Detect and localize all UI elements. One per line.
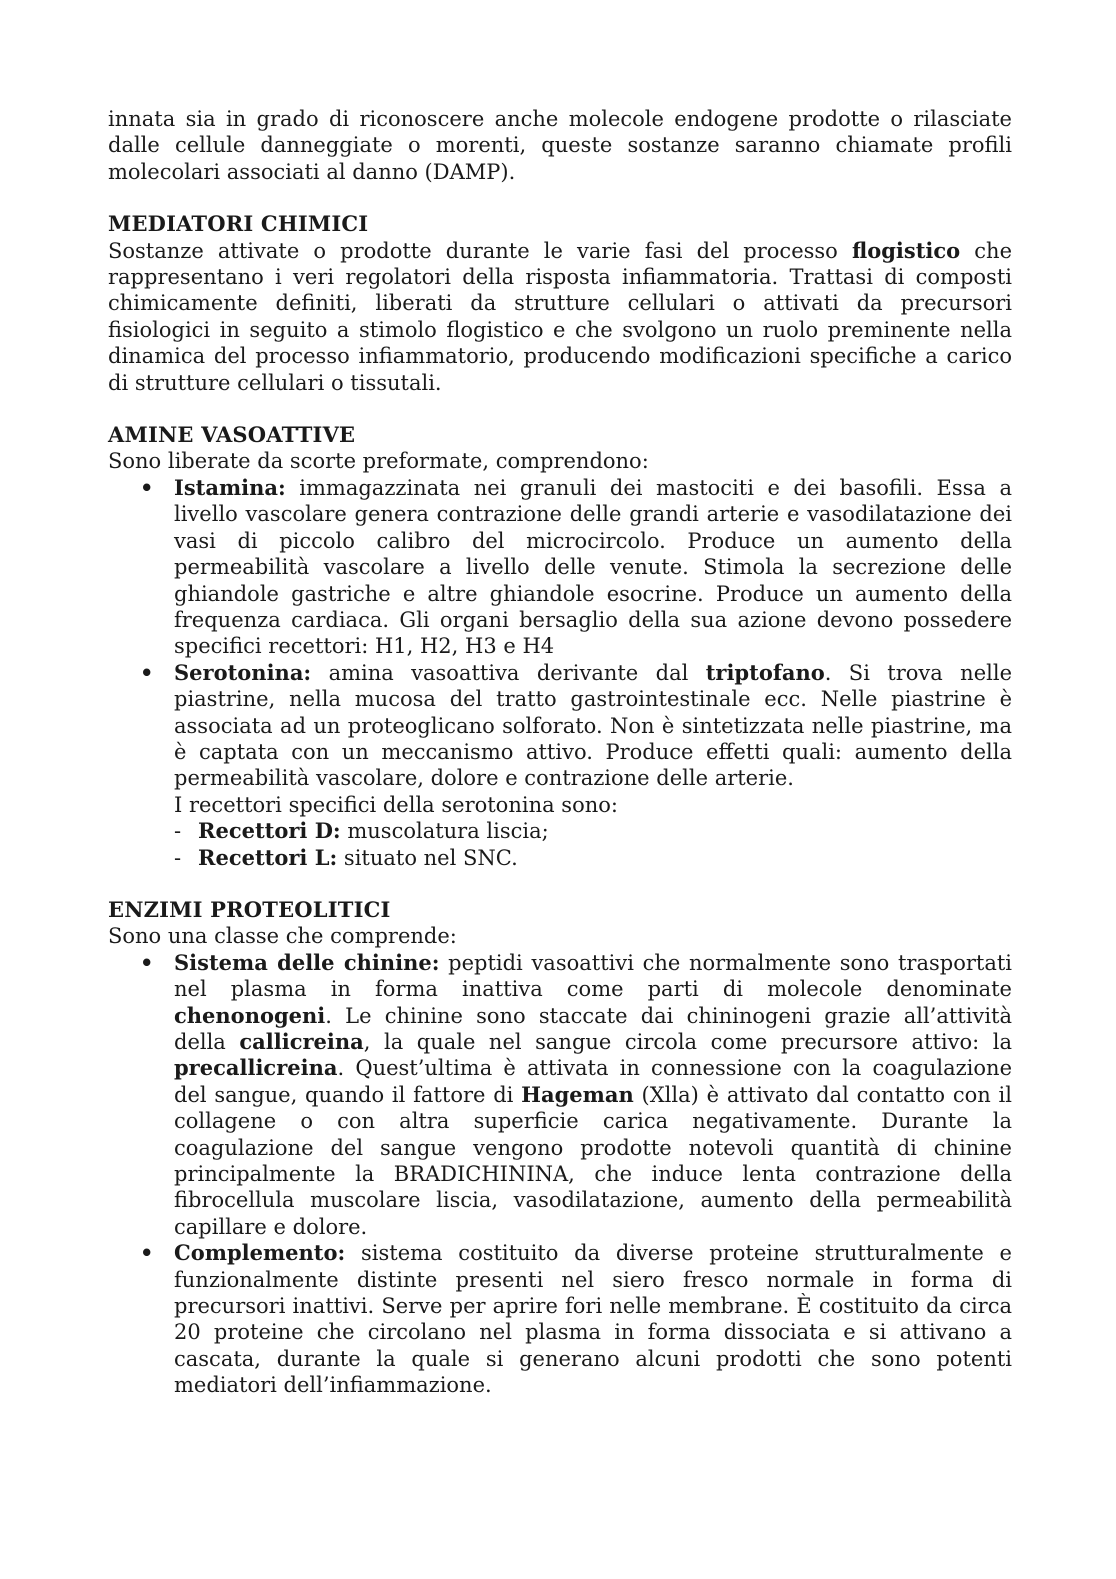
text-run: amina vasoattiva derivante dal xyxy=(311,660,706,685)
bold-term: precallicreina xyxy=(174,1055,338,1081)
text-run: , la quale nel sangue circola come precursore attivo: la xyxy=(363,1030,1013,1054)
section-amine-vasoattive xyxy=(108,422,1012,871)
bullet-list xyxy=(108,950,1012,1399)
dash-list xyxy=(174,818,1012,871)
bullet-list xyxy=(108,475,1012,871)
text-run: situato nel SNC. xyxy=(337,845,518,870)
text-run: Sostanze attivate o prodotte durante le varie fasi del processo xyxy=(108,238,852,263)
section-heading: ENZIMI PROTEOLITICI xyxy=(108,896,391,922)
bold-term: Istamina: xyxy=(174,474,286,500)
section-enzimi-proteolitici xyxy=(108,897,1012,1399)
text-run: . Le chinine sono staccate dai chininogeni grazie all’attività della xyxy=(174,1003,1012,1054)
text-run: immagazzinata nei granuli dei mastociti e dei basofili. Essa a livello vascolare genera contrazione delle grandi arterie e vasodilatazione dei vasi di piccolo calibro del microcircolo. Produce un aumento della permeabilità vascolare a livello delle venute. Stimola la secrezione delle ghiandole gastriche e altre ghiandole esocrine. Produce un aumento della frequenza cardiaca. Gli organi bersaglio della sua azione devono possedere specifici recettori: H1, H2, H3 e H4 xyxy=(174,475,1012,659)
list-item-serotonina xyxy=(174,660,1012,871)
list-item-chinine xyxy=(174,950,1012,1240)
section-heading: AMINE VASOATTIVE xyxy=(108,422,356,448)
text-run: . Si trova nelle piastrine, nella mucosa del tratto gastrointestinale ecc. Nelle piastrine è associata ad un proteoglicano solforato. Non è sintetizzata nelle piastrine, ma è captata con un meccanismo attivo. Produce effetti quali: aumento della permeabilità vascolare, dolore e contrazione delle arterie. xyxy=(174,660,1012,791)
bold-term: Serotonina: xyxy=(174,659,312,685)
section-intro: Sono una classe che comprende: xyxy=(108,924,457,949)
text-run: sistema costituito da diverse proteine strutturalmente e funzionalmente distinte presenti nel siero fresco normale in forma di precursori inattivi. Serve per aprire fori nelle membrane. È costituito da circa 20 proteine che circolano nel plasma in forma dissociata e si attivano a cascata, durante la quale si generano alcuni prodotti che sono potenti mediatori dell’infiammazione. xyxy=(174,1241,1012,1398)
bold-term: Complemento: xyxy=(174,1240,346,1266)
text-run: peptidi vasoattivi che normalmente sono trasportati nel plasma in forma inattiva come parti di molecole denominate xyxy=(174,950,1012,1002)
bold-term: Sistema delle chinine: xyxy=(174,949,440,975)
mediatori-paragraph xyxy=(108,238,1012,396)
section-heading: MEDIATORI CHIMICI xyxy=(108,211,369,237)
section-intro: Sono liberate da scorte preformate, comprendono: xyxy=(108,449,649,474)
bold-term: flogistico xyxy=(851,237,961,263)
bold-term: Recettori D: xyxy=(198,818,341,844)
text-run: muscolatura liscia; xyxy=(340,819,549,844)
document-page xyxy=(108,106,1012,1399)
text-run: . Quest’ultima è attivata in connessione con la coagulazione del sangue, quando il fattore di xyxy=(174,1056,1012,1107)
bold-term: chenonogeni xyxy=(174,1002,326,1028)
text-run: che rappresentano i veri regolatori della risposta infiammatoria. Trattasi di composti chimicamente definiti, liberati da strutture cellulari o attivati da precursori fisiologici in seguito a stimolo flogistico e che svolgono un ruolo preminente nella dinamica del processo infiammatorio, producendo modificazioni specifiche a carico di strutture cellulari o tissutali. xyxy=(108,238,1012,395)
section-mediatori-chimici xyxy=(108,211,1012,396)
list-item-istamina xyxy=(174,475,1012,660)
intro-paragraph: innata sia in grado di riconoscere anche molecole endogene prodotte o rilasciate dalle cellule danneggiate o morenti, queste sostanze saranno chiamate profili molecolari associati al danno (DAMP). xyxy=(108,107,1012,184)
list-item-recettori-d xyxy=(198,818,1012,844)
bold-term: Hageman xyxy=(521,1081,634,1107)
text-run: (Xlla) è attivato dal contatto con il collagene o con altra superficie carica negativamente. Durante la coagulazione del sangue vengono prodotte notevoli quantità di chinine principalmente la BRADICHININA, che induce lenta contrazione della fibrocellula muscolare liscia, vasodilatazione, aumento della permeabilità capillare e dolore. xyxy=(174,1082,1012,1239)
list-item-complemento xyxy=(174,1240,1012,1398)
text-run: I recettori specifici della serotonina sono: xyxy=(174,792,618,817)
bold-term: Recettori L: xyxy=(198,844,338,870)
bold-term: triptofano xyxy=(705,659,825,685)
bold-term: callicreina xyxy=(239,1029,364,1054)
list-item-recettori-l xyxy=(198,845,1012,871)
